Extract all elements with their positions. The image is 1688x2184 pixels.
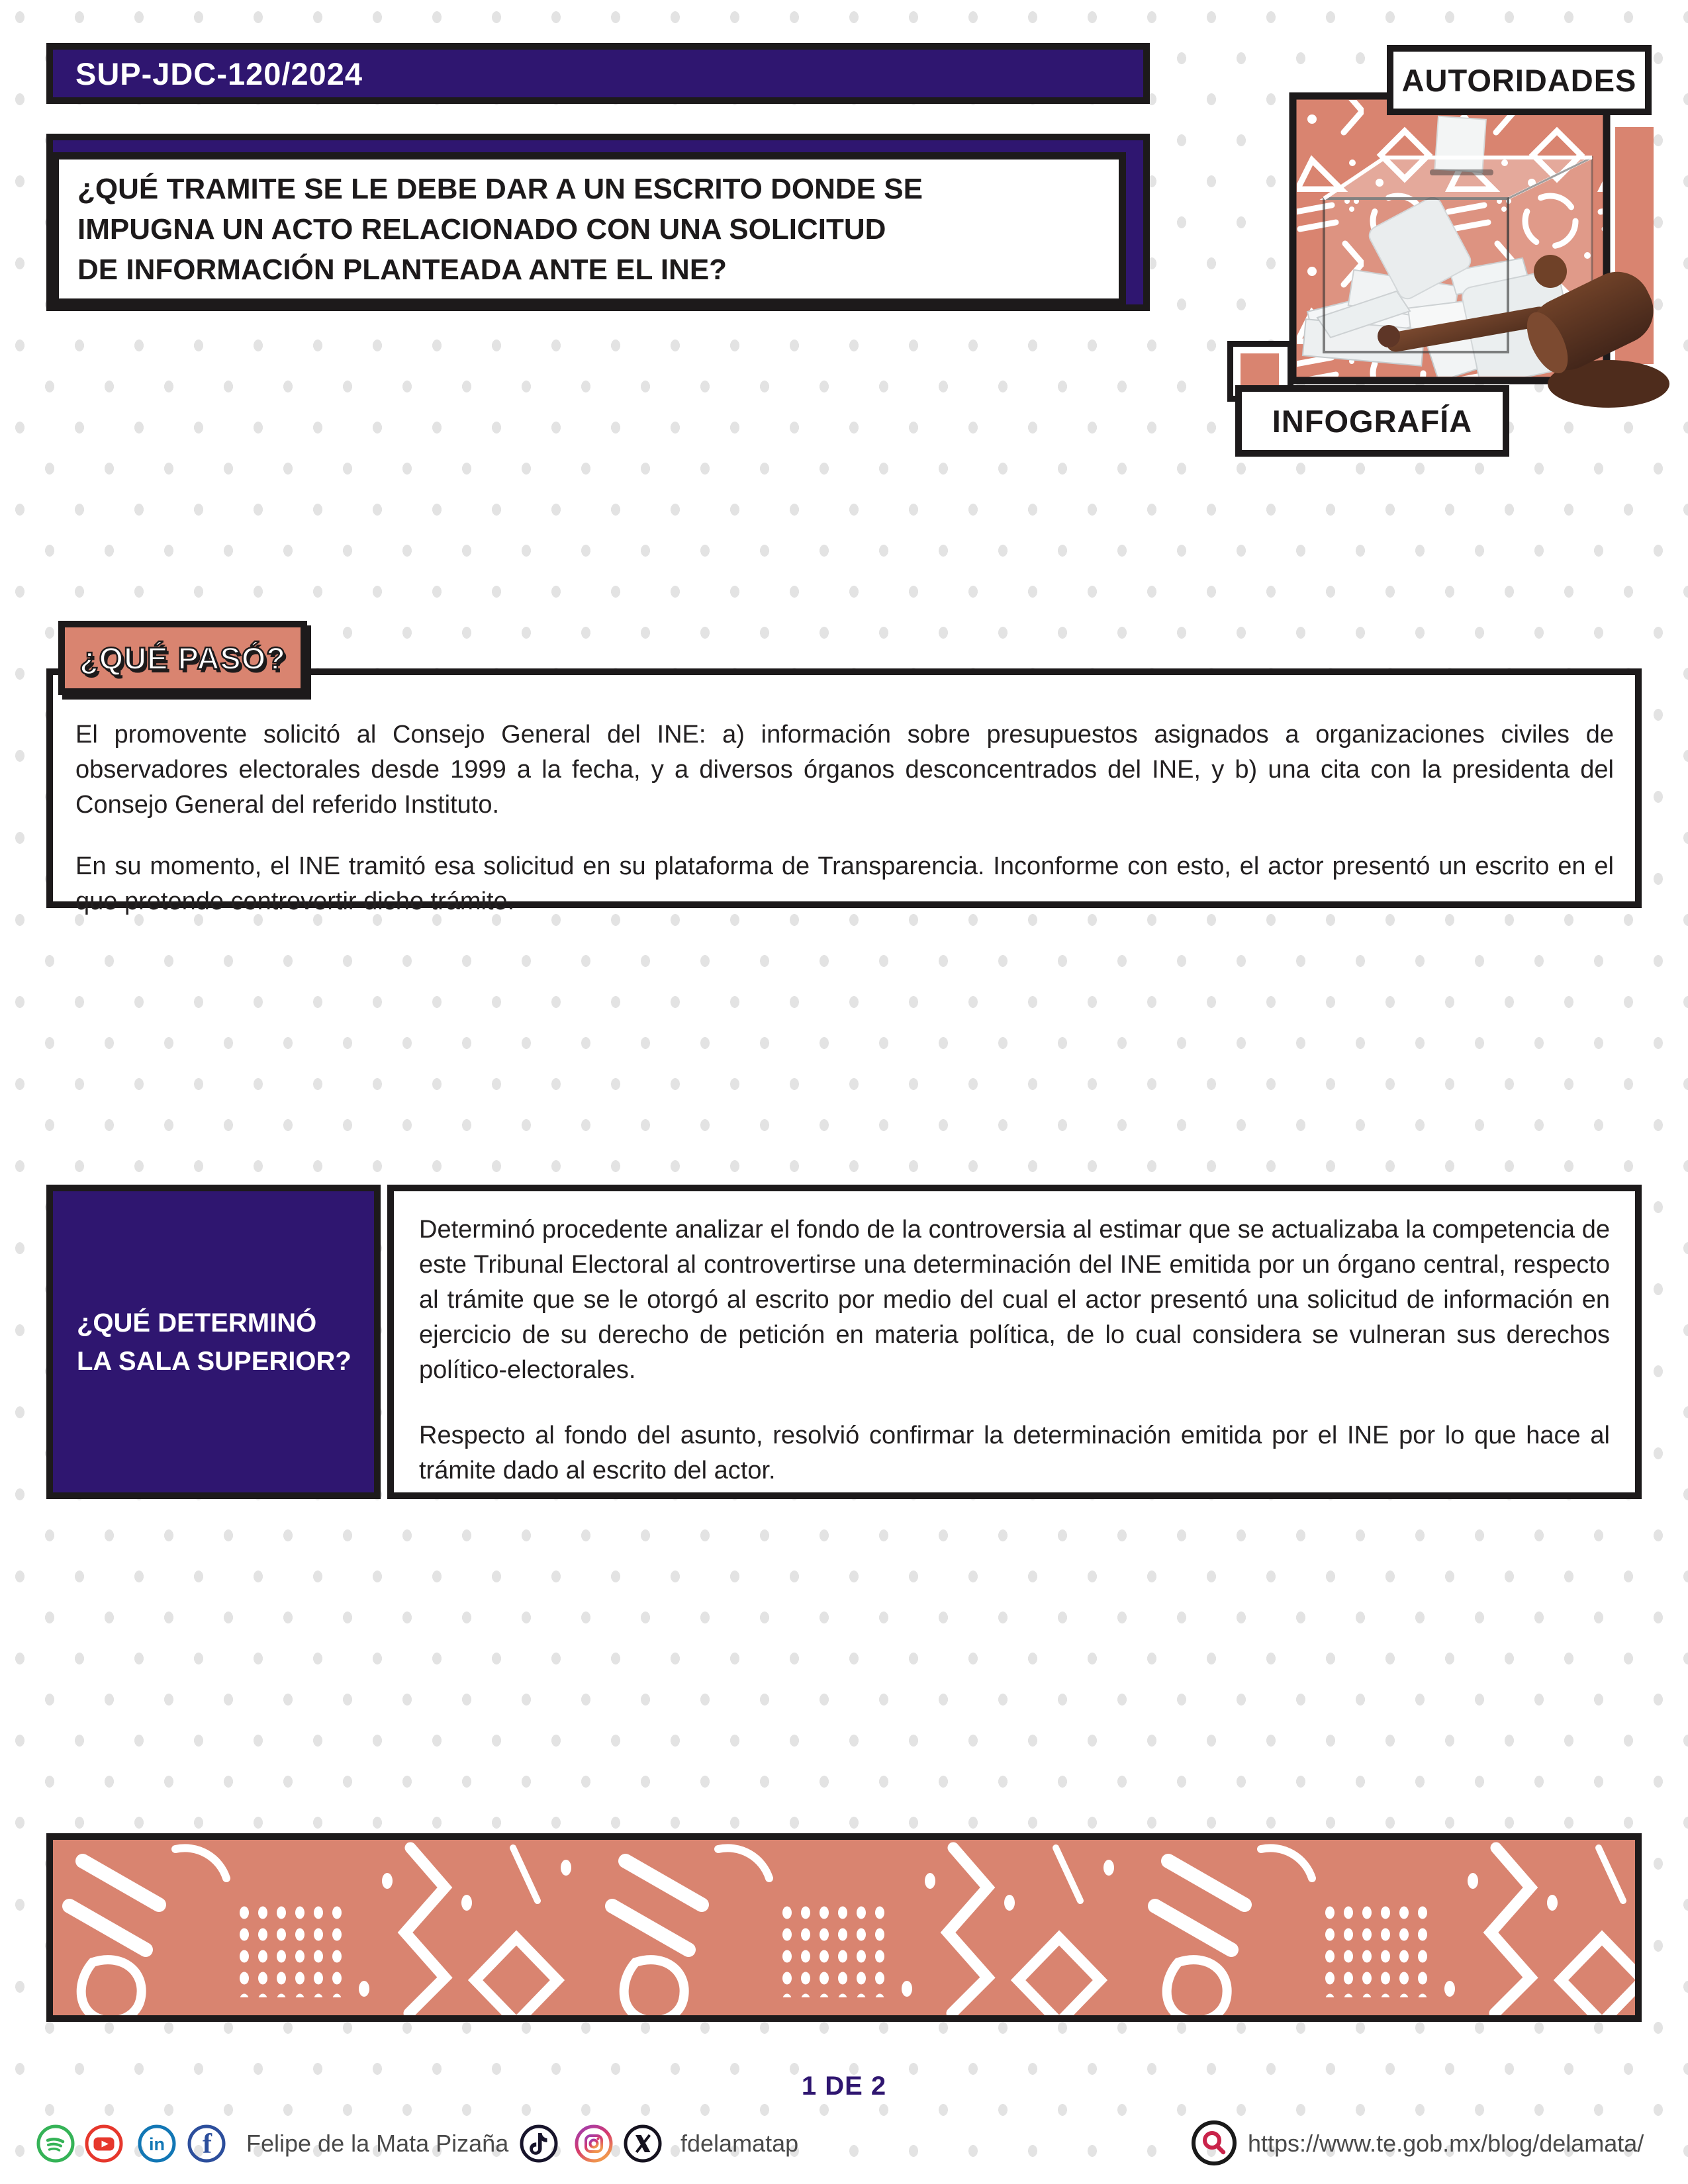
decorative-banner [46,1833,1642,2022]
linkedin-icon[interactable] [138,2124,176,2163]
determino-label-box [46,1185,381,1499]
determino-label-line: ¿QUÉ DETERMINÓ [77,1308,317,1338]
svg-text:f: f [203,2129,212,2160]
title-box [46,134,1150,311]
determino-label-line: LA SALA SUPERIOR? [77,1346,352,1376]
category-badge-label: AUTORIDADES [1401,62,1637,98]
case-number: SUP-JDC-120/2024 [75,56,363,91]
instagram-icon[interactable] [575,2124,613,2163]
que-paso-paragraph: En su momento, el INE tramitó esa solicitud en su plataforma de Transparencia. Inconforme con esto, el actor presentó un escrito en el que pretende controvertir dicho trámite. [75,852,1614,915]
type-badge-label: INFOGRAFÍA [1272,403,1473,439]
spotify-icon[interactable] [36,2124,75,2163]
page-title-line: ¿QUÉ TRAMITE SE LE DEBE DAR A UN ESCRITO DONDE SE [77,172,923,205]
title-inner [52,152,1126,306]
svg-text:in: in [149,2134,165,2154]
page-indicator: 1 DE 2 [801,2071,887,2101]
case-number-banner [46,43,1150,104]
facebook-icon[interactable] [187,2124,226,2163]
determino-paragraph: Determinó procedente analizar el fondo de la controversia al estimar que se actualizaba la competencia de este Tribunal Electoral al controvertirse una determinación del INE emitida por un órgano central, respecto al trámite que se le otorgó al escrito por medio del cual el actor presentó una solicitud de información en ejercicio de su derecho de petición en materia política, de lo cual considera se vulneran sus derechos político-electorales. [419,1216,1610,1384]
youtube-icon[interactable] [85,2124,123,2163]
blog-url[interactable]: https://www.te.gob.mx/blog/delamata/ [1248,2130,1644,2157]
category-badge [1387,45,1652,115]
que-paso-label: ¿QUÉ PASÓ? [58,621,307,695]
determino-paragraph: Respecto al fondo del asunto, resolvió confirmar la determinación emitida por el INE por lo que hace al trámite dado al escrito del actor. [419,1422,1610,1484]
que-paso-paragraph: El promovente solicitó al Consejo General del INE: a) información sobre presupuestos asignados a organizaciones civiles de observadores electorales desde 1999 a la fecha, y a diversos órganos desconcentrados del INE, y b) una cita con la presidenta del Consejo General del referido Instituto. [75,721,1614,819]
page-title-line: IMPUGNA UN ACTO RELACIONADO CON UNA SOLICITUD [77,212,886,246]
type-badge [1235,385,1509,457]
account-name: Felipe de la Mata Pizaña [246,2130,509,2157]
determino-section [387,1185,1642,1499]
que-paso-section [46,668,1642,915]
account-handle: fdelamatap [680,2130,799,2157]
search-icon[interactable] [1190,2119,1238,2167]
tiktok-icon[interactable] [520,2124,558,2163]
page-title-line: DE INFORMACIÓN PLANTEADA ANTE EL INE? [77,253,727,286]
x-icon[interactable] [624,2124,662,2163]
